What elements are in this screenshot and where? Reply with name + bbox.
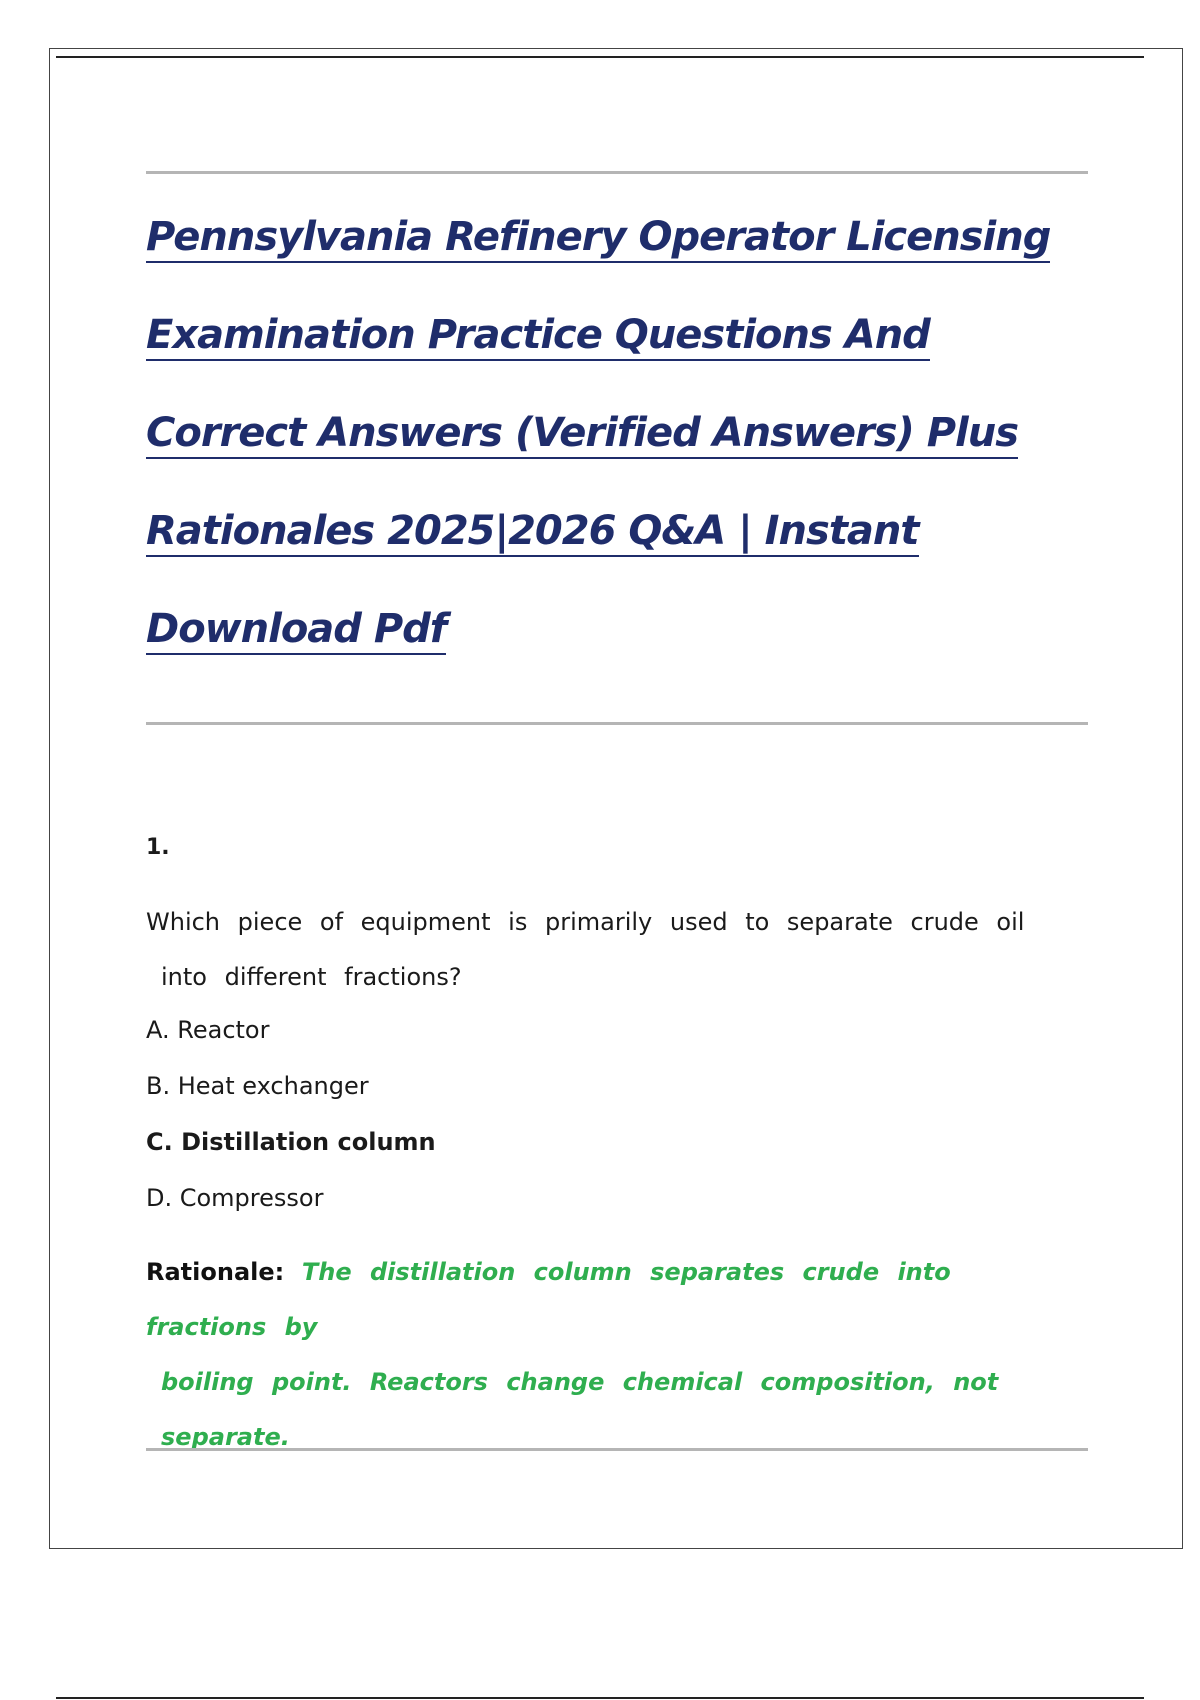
title-line-2: Examination Practice Questions And: [146, 312, 930, 361]
question-text: [146, 895, 1076, 1005]
rationale-text-line-1: The distillation column separates crude into fractions by: [146, 1258, 951, 1341]
title-line-1: Pennsylvania Refinery Operator Licensing: [146, 214, 1050, 263]
title-line-3: Correct Answers (Verified Answers) Plus: [146, 410, 1018, 459]
divider-middle: [146, 722, 1088, 725]
rationale: [146, 1245, 1076, 1465]
question-1: [146, 835, 1076, 1465]
bottom-rule: [56, 1697, 1144, 1699]
question-number: 1.: [146, 835, 170, 860]
divider-bottom: [146, 1448, 1088, 1451]
rationale-label: Rationale:: [146, 1258, 285, 1286]
question-text-line-2: into different fractions?: [161, 963, 462, 991]
document-title: [146, 214, 1106, 704]
divider-top: [146, 171, 1088, 174]
option-c-correct: C. Distillation column: [146, 1128, 436, 1156]
top-rule: [56, 56, 1144, 58]
option-a: A. Reactor: [146, 1016, 270, 1044]
question-text-line-1: Which piece of equipment is primarily used to separate crude oil: [146, 908, 1025, 936]
option-b: B. Heat exchanger: [146, 1072, 369, 1100]
title-line-4: Rationales 2025|2026 Q&A | Instant: [146, 508, 919, 557]
rationale-text-line-2: boiling point. Reactors change chemical composition, not: [161, 1368, 999, 1396]
option-d: D. Compressor: [146, 1184, 324, 1212]
title-line-5: Download Pdf: [146, 606, 446, 655]
rationale-text-line-3: separate.: [161, 1423, 290, 1451]
